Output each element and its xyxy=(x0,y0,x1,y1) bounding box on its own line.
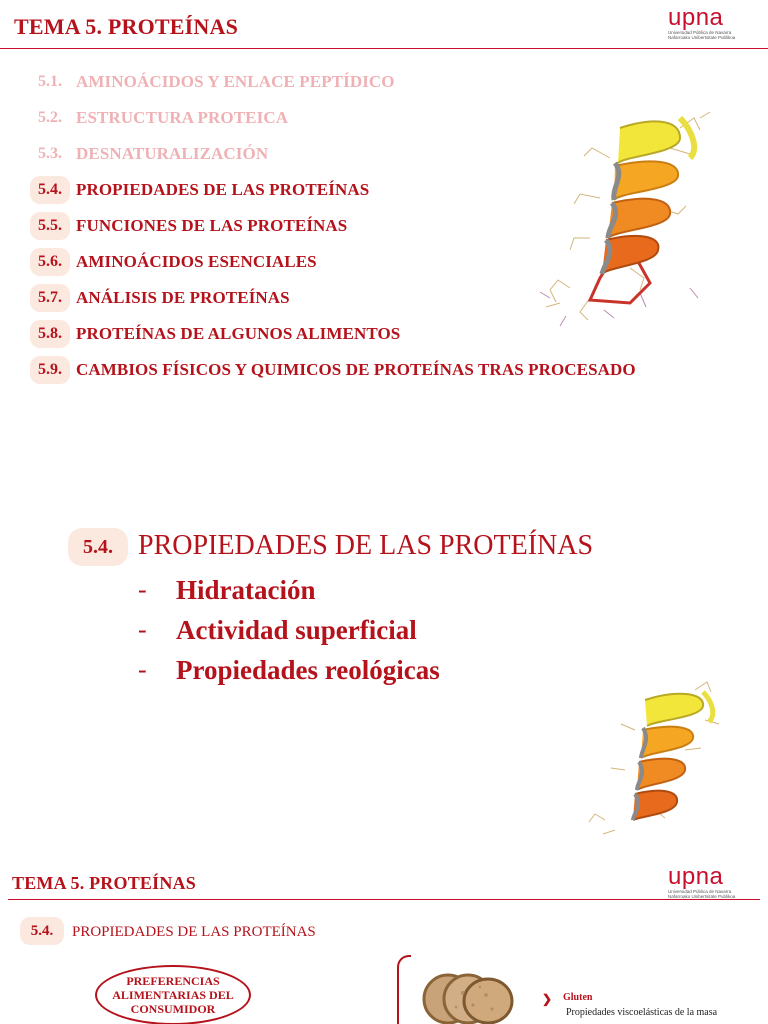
page-title: TEMA 5. PROTEÍNAS xyxy=(14,14,239,39)
toc-label: FUNCIONES DE LAS PROTEÍNAS xyxy=(76,216,348,235)
header-divider xyxy=(8,899,760,900)
section-title: PROPIEDADES DE LAS PROTEÍNAS xyxy=(72,924,316,940)
consumer-preferences-label: PREFERENCIAS ALIMENTARIAS DEL CONSUMIDOR xyxy=(112,974,234,1016)
bullet-list xyxy=(138,570,440,690)
consumer-preferences-oval xyxy=(95,965,251,1024)
toc-number: 5.5. xyxy=(30,212,70,240)
logo-subtitle-2: Nafarroako Unibertsitate Publikoa xyxy=(668,35,736,40)
toc-number: 5.4. xyxy=(30,176,70,204)
toc-number: 5.2. xyxy=(30,104,70,132)
protein-helix-image xyxy=(530,88,720,328)
toc-number: 5.1. xyxy=(30,68,70,96)
toc-label: ESTRUCTURA PROTEICA xyxy=(76,108,289,127)
toc-number: 5.3. xyxy=(30,140,70,168)
toc-label: AMINOÁCIDOS ESENCIALES xyxy=(76,252,317,271)
section-title: PROPIEDADES DE LAS PROTEÍNAS xyxy=(138,530,594,561)
slide-section-overview xyxy=(0,500,768,845)
slide-detail xyxy=(0,845,768,1024)
page-title: TEMA 5. PROTEÍNAS xyxy=(12,873,196,893)
gluten-label: Gluten xyxy=(563,992,593,1003)
logo-wordmark: upna xyxy=(668,863,724,890)
upna-logo xyxy=(668,6,754,40)
bullet-item xyxy=(138,610,440,650)
bullet-text: Hidratación xyxy=(176,574,316,605)
bracket-connector xyxy=(397,955,411,1024)
logo-subtitle-2: Nafarroako Unibertsitate Publikoa xyxy=(668,894,736,899)
header-divider xyxy=(0,48,768,49)
bullet-item xyxy=(138,570,440,610)
logo-subtitle-1: Universidad Pública de Navarra xyxy=(668,30,732,35)
section-number-badge: 5.4. xyxy=(20,917,64,945)
logo-subtitle-1: Universidad Pública de Navarra xyxy=(668,889,732,894)
chevron-right-icon: ❯ xyxy=(542,992,553,1006)
toc-label: PROTEÍNAS DE ALGUNOS ALIMENTOS xyxy=(76,324,401,343)
protein-helix-image xyxy=(585,670,725,840)
bullet-item xyxy=(138,650,440,690)
bullet-dash: - xyxy=(138,655,147,684)
toc-label: DESNATURALIZACIÓN xyxy=(76,144,269,163)
bullet-text: Propiedades reológicas xyxy=(176,654,440,685)
upna-logo xyxy=(668,865,754,899)
logo-wordmark: upna xyxy=(668,4,724,31)
bullet-dash: - xyxy=(138,615,147,644)
bullet-dash: - xyxy=(138,575,147,604)
slide-toc xyxy=(0,0,768,410)
toc-label: AMINOÁCIDOS Y ENLACE PEPTÍDICO xyxy=(76,72,395,91)
toc-number: 5.7. xyxy=(30,284,70,312)
toc-number: 5.9. xyxy=(30,356,70,384)
toc-label: ANÁLISIS DE PROTEÍNAS xyxy=(76,288,290,307)
toc-number: 5.8. xyxy=(30,320,70,348)
bullet-text: Actividad superficial xyxy=(176,614,417,645)
gluten-description: Propiedades viscoelásticas de la masa xyxy=(566,1007,718,1018)
toc-item-5-9[interactable] xyxy=(30,352,636,388)
toc-label: PROPIEDADES DE LAS PROTEÍNAS xyxy=(76,180,370,199)
toc-number: 5.6. xyxy=(30,248,70,276)
toc-label: CAMBIOS FÍSICOS Y QUIMICOS DE PROTEÍNAS TRAS PROCESADO xyxy=(76,360,636,379)
section-number-badge: 5.4. xyxy=(68,528,128,566)
bread-image xyxy=(418,965,522,1024)
